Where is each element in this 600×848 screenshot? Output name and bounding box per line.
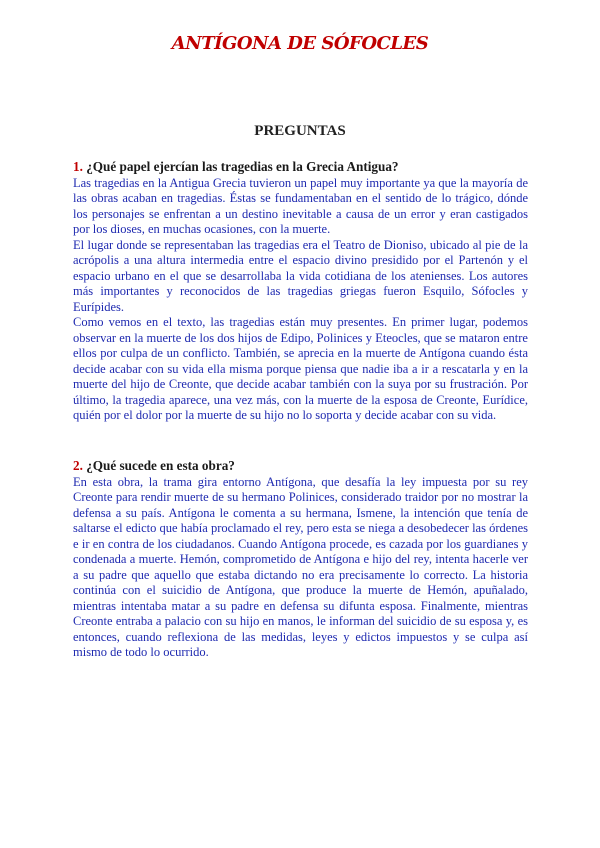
question-text: ¿Qué papel ejercían las tragedias en la Grecia Antigua?	[86, 159, 399, 174]
document-title: ANTÍGONA DE SÓFOCLES	[171, 33, 429, 54]
section-heading: PREGUNTAS	[254, 123, 346, 139]
question-text: ¿Qué sucede en esta obra?	[86, 458, 235, 473]
answer-paragraph: Como vemos en el texto, las tragedias están muy presentes. En primer lugar, podemos observar en la muerte de los dos hijos de Edipo, Polinices y Eteocles, que se mataron entre ellos por culpa de un conflicto. También, se aprecia en la muerte de Antígona cuando ésta decide acabar con su vida ella misma porque piensa que nadie iba a ir a rescatarla y en la muerte del hijo de Creonte, que decide acabar también con la suya por su frustración. Por último, la tragedia aparece, una vez más, con la muerte de la esposa de Creonte, Eurídice, quién por el dolor por la muerte de su hijo no lo soporta y decide acabar con su vida.	[73, 315, 528, 422]
question-heading	[73, 159, 528, 175]
answer-paragraph: El lugar donde se representaban las tragedias era el Teatro de Dioniso, ubicado al pie de la acrópolis a una altura intermedia entre el espacio divino presidido por el Partenón y el espacio urbano en el que se desarrollaba la vida cotidiana de los atenienses. Los autores más importantes y reconocidos de las tragedias griegas fueron Esquilo, Sófocles y Eurípides.	[73, 237, 528, 314]
question-number: 2.	[73, 458, 83, 473]
answer-paragraph: Las tragedias en la Antigua Grecia tuvieron un papel muy importante ya que la mayoría de las obras acaban en tragedias. Éstas se fundamentaban en el sentido de lo trágico, dónde los personajes se enfrentan a un destino inevitable a causa de un error y eran castigados por los dioses, en muchas ocasiones, con la muerte.	[73, 175, 528, 236]
answer-paragraph: En esta obra, la trama gira entorno Antígona, que desafía la ley impuesta por su rey Creonte para rendir muerte de su hermano Polinices, considerado traidor por no mostrar la defensa a su país. Antígona le comenta a su hermana, Ismene, la intención que tenía de saltarse el edicto que había proclamado el rey, pero esta se niega a desobedecer las órdenes e ir en contra de los ciudadanos. Cuando Antígona procede, es cazada por los guardianes y condenada a muerte. Hemón, comprometido de Antígona e hijo del rey, intenta hacerle ver a su padre que aquello que estaba dictando no era precisamente lo correcto. La historia continúa con el suicidio de Antígona, que produce la muerte de Hemón, apuñalado, mientras intentaba matar a su padre en defensa su difunta esposa. Finalmente, mientras Creonte entraba a palacio con su hijo en manos, le informan del suicidio de su esposa y, es entonces, cuando reflexiona de las medidas, leyes y edictos impuestos y se culpa así mismo de todo lo ocurrido.	[73, 474, 528, 659]
question-block-1	[73, 159, 528, 424]
question-heading	[73, 458, 528, 474]
question-number: 1.	[73, 159, 83, 174]
question-block-2	[73, 458, 528, 661]
